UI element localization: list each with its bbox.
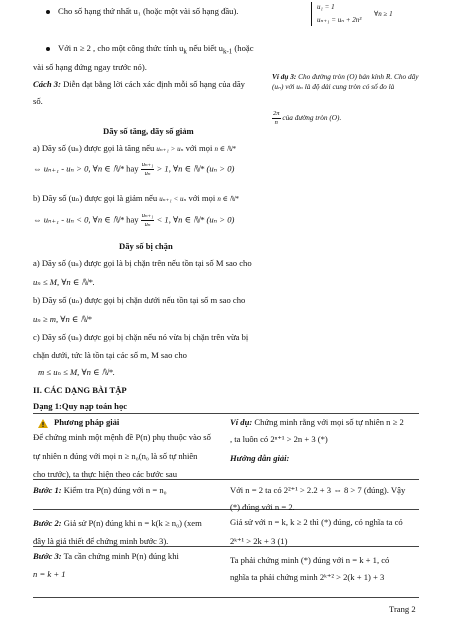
bullet-item-1 <box>46 6 238 17</box>
solution-step2-cont: 2ᵏ⁺¹ > 2k + 3 (1) <box>230 536 288 546</box>
increasing-equivalence <box>33 161 234 178</box>
step3-label: Bước 3: <box>33 551 62 561</box>
decreasing-equivalence <box>33 212 234 229</box>
frac-num: uₙ₊₁ <box>141 161 154 168</box>
system-line-1: u₁ = 1 <box>317 3 335 11</box>
solution-step3: Ta phải chứng minh (*) đúng với n = k + 1, có <box>230 555 390 565</box>
dang1-title: Dạng 1:Quy nạp toán học <box>33 401 128 411</box>
solution-step1: Với n = 2 ta có 2²⁺¹ > 2.2 + 3 ⇔ 8 > 7 (đúng). Vậy <box>230 485 406 495</box>
row-rule-3 <box>33 546 419 547</box>
ratio-fraction <box>141 161 155 178</box>
vidu3-paragraph <box>272 72 422 92</box>
solution-step3-cont: nghĩa ta phải chứng minh 2ᵏ⁺² > 2(k + 1) + 3 <box>230 572 385 582</box>
row-rule-2 <box>33 509 419 510</box>
bullet-text: Cho số hạng thứ nhất u₁ (hoặc một vài số hạng đầu). <box>58 6 239 16</box>
cach3-text: Diễn đạt bằng lời cách xác định mỗi số hạng của dãy <box>60 79 245 89</box>
method-heading <box>38 417 119 428</box>
vidu3-text: Cho đường tròn (O) bán kính R. Cho dãy (uₙ) với uₙ là độ dài cung tròn có số đo là <box>272 72 419 91</box>
example-line2: , ta luôn có 2ⁿ⁺¹ > 2n + 3 (*) <box>230 434 328 444</box>
pen-warning-icon <box>38 419 48 428</box>
step3-continuation: n = k + 1 <box>33 569 66 579</box>
frac-num: 2π <box>273 110 280 117</box>
def-tail: với mọi <box>183 143 215 153</box>
frac-den: n <box>274 119 278 126</box>
row-rule-1 <box>33 479 419 480</box>
equiv-text-2: > 1, ∀n ∈ ℕ* (uₙ > 0) <box>154 163 235 174</box>
def-domain: n ∈ ℕ* <box>214 145 236 153</box>
step3 <box>33 551 179 562</box>
equiv-text-2: < 1, ∀n ∈ ℕ* (uₙ > 0) <box>154 214 235 225</box>
bounded-below-line2: uₙ ≥ m, ∀n ∈ ℕ* <box>33 314 92 324</box>
bounded-line3: m ≤ uₙ ≤ M, ∀n ∈ ℕ*. <box>38 367 115 377</box>
section-title-tang-giam: Dãy số tăng, dãy số giảm <box>103 126 194 136</box>
step3-text: Ta cần chứng minh P(n) đúng khi <box>61 551 179 561</box>
bullet-text: Với n ≥ 2 , cho một công thức tính u <box>58 43 184 53</box>
subscript: k <box>183 47 187 56</box>
step2-label: Bước 2: <box>33 518 62 528</box>
equiv-text: ⇔ uₙ₊₁ - uₙ < 0, ∀n ∈ ℕ* <box>33 214 124 225</box>
cach3-label: Cách 3: <box>33 79 61 89</box>
bounded-line1: c) Dãy số (uₙ) được gọi bị chặn nếu nó vừa bị chặn trên vừa bị <box>33 332 249 342</box>
example-line1 <box>230 417 404 428</box>
def-cond: uₙ₊₁ > uₙ <box>156 145 184 153</box>
vidu3-tail: của đường tròn (O). <box>280 113 342 123</box>
bounded-below-line1: b) Dãy số (uₙ) được gọi bị chặn dưới nếu tồn tại số m sao cho <box>33 295 246 305</box>
solution-step2: Giả sử với n = k, k ≥ 2 thì (*) đúng, có nghĩa ta có <box>230 517 403 527</box>
step1-label: Bước 1: <box>33 485 62 495</box>
method-line1: Để chứng minh một mệnh đề P(n) phụ thuộc vào số <box>33 432 211 442</box>
equiv-text: ⇔ uₙ₊₁ - uₙ > 0, ∀n ∈ ℕ* <box>33 163 124 174</box>
step2-continuation: đây là giả thiết để chứng minh bước 3). <box>33 536 169 546</box>
section-title-bi-chan: Dãy số bị chặn <box>119 241 173 251</box>
cach3-line <box>33 79 245 90</box>
hay-text: hay <box>124 163 141 174</box>
bullet-dot <box>46 10 50 14</box>
cach3-continuation: số. <box>33 96 43 106</box>
bounded-above-line2: uₙ ≤ M, ∀n ∈ ℕ*. <box>33 277 95 287</box>
table-top-rule <box>33 413 419 414</box>
hay-text: hay <box>124 214 141 225</box>
subscript: k-1 <box>222 47 233 56</box>
solution-heading: Hướng dẫn giải: <box>230 453 290 463</box>
def-tail: với mọi <box>186 193 218 203</box>
step1 <box>33 485 167 496</box>
page-number: Trang 2 <box>389 604 416 614</box>
frac-num: uₙ₊₁ <box>141 212 154 219</box>
bounded-line2: chặn dưới, tức là tồn tại các số m, M sao cho <box>33 350 187 360</box>
increasing-definition <box>33 143 236 155</box>
frac-den: uₙ <box>144 170 151 177</box>
solution-step1-cont: (*) đúng với n = 2. <box>230 502 295 512</box>
system-line-2: uₙ₊₁ = uₙ + 2n³ <box>317 16 362 24</box>
decreasing-definition <box>33 193 239 205</box>
bullet-text: (hoặc <box>232 43 254 53</box>
def-text: a) Dãy số (uₙ) được gọi là tăng nếu <box>33 143 157 153</box>
example-text: Chứng minh rằng với mọi số tự nhiên n ≥ 2 <box>252 417 404 427</box>
system-brace <box>311 2 316 26</box>
footer-rule <box>33 597 419 598</box>
bullet2-continuation: vài số hạng đứng ngay trước nó). <box>33 62 147 72</box>
section-ii-title: II. CÁC DẠNG BÀI TẬP <box>33 385 127 395</box>
bullet-dot <box>46 47 50 51</box>
bounded-above-line1: a) Dãy số (uₙ) được gọi là bị chặn trên nếu tồn tại số M sao cho <box>33 258 252 268</box>
frac-den: uₙ <box>144 221 151 228</box>
method-line2: tự nhiên n đúng với mọi n ≥ n₀(n₀ là số tự nhiên <box>33 451 198 461</box>
example-label: Ví dụ: <box>230 417 253 427</box>
arc-fraction <box>272 110 281 127</box>
method-line3: cho trước), ta thực hiện theo các bước sau <box>33 469 178 479</box>
system-condition: ∀n ≥ 1 <box>374 10 393 18</box>
step2-text: Giả sử P(n) đúng khi n = k(k ≥ n₀) (xem <box>61 518 202 528</box>
step2 <box>33 518 202 529</box>
vidu3-fraction-line <box>272 110 341 127</box>
def-cond: uₙ₊₁ < uₙ <box>159 195 187 203</box>
step1-text: Kiểm tra P(n) đúng với n = n₀ <box>61 485 167 495</box>
def-domain: n ∈ ℕ* <box>217 195 239 203</box>
vidu3-label: Ví dụ 3: <box>272 72 297 81</box>
method-title: Phương pháp giải <box>54 417 120 427</box>
bullet-text: nếu biết u <box>186 43 223 53</box>
def-text: b) Dãy số (uₙ) được gọi là giảm nếu <box>33 193 160 203</box>
bullet-item-2 <box>46 43 254 58</box>
ratio-fraction <box>141 212 155 229</box>
